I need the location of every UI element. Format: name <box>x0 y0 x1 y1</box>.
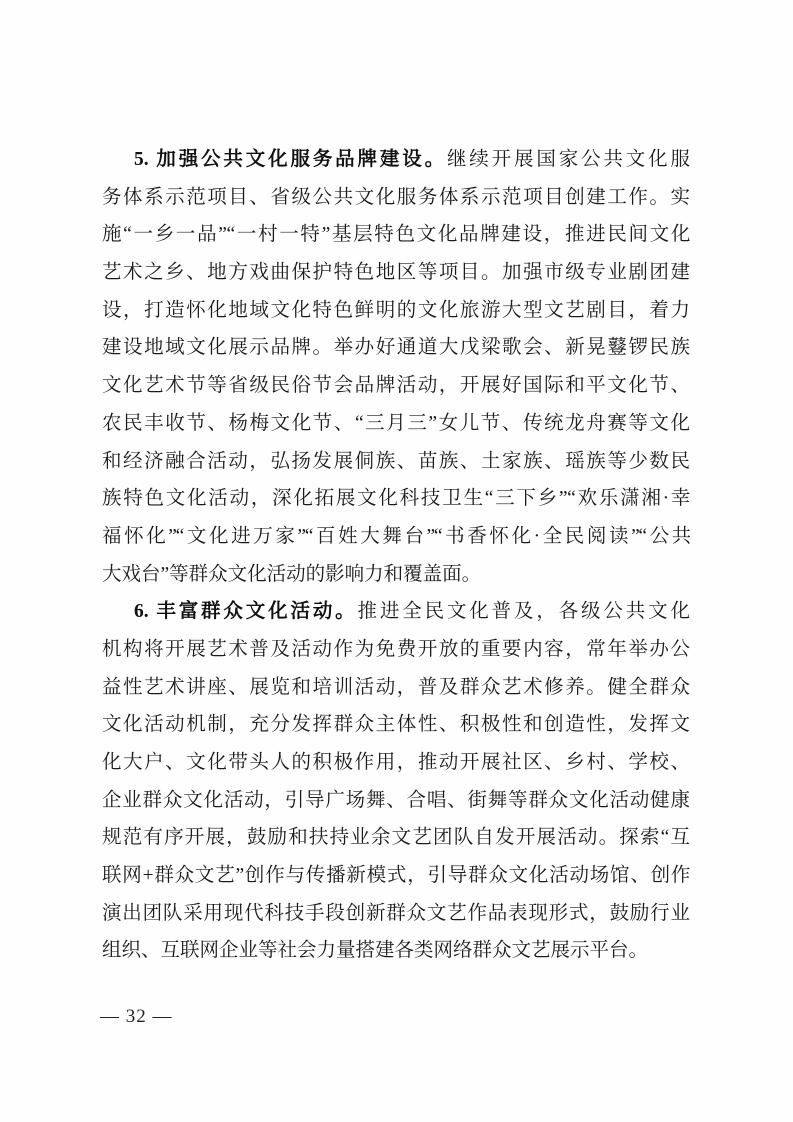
body-text-line: 规范有序开展，鼓励和扶持业余文艺团队自发开展活动。探索“互 <box>102 827 690 849</box>
body-text-line: 农民丰收节、杨梅文化节、“三月三”女儿节、传统龙舟赛等文化 <box>102 412 690 434</box>
page-number: — 32 — <box>100 1006 173 1027</box>
body-text-line: 施“一乡一品”“一村一特”基层特色文化品牌建设，推进民间文化 <box>102 224 690 246</box>
body-text-line: 文化活动机制，充分发挥群众主体性、积极性和创造性，发挥文 <box>102 714 690 736</box>
body-text-line: 务体系示范项目、省级公共文化服务体系示范项目创建工作。实 <box>102 186 690 208</box>
body-text-line: 化大户、文化带头人的积极作用，推动开展社区、乡村、学校、 <box>102 752 690 773</box>
paragraph-5-first-line <box>102 141 690 179</box>
paragraph-5-heading: 5. 加强公共文化服务品牌建设。 <box>134 149 447 170</box>
body-text-line: 设，打造怀化地域文化特色鲜明的文化旅游大型文艺剧目，着力 <box>102 299 690 321</box>
body-text-line: 艺术之乡、地方戏曲保护特色地区等项目。加强市级专业剧团建 <box>102 262 690 284</box>
body-text-line: 文化艺术节等省级民俗节会品牌活动，开展好国际和平文化节、 <box>102 375 690 397</box>
paragraph-5-lead: 继续开展国家公共文化服 <box>446 149 690 170</box>
paragraph-6-lead: 推进全民文化普及，各级公共文化 <box>357 601 690 623</box>
paragraph-6-last-line: 组织、互联网企业等社会力量搭建各类网络群众文艺展示平台。 <box>102 940 649 962</box>
paragraph-5-last-line: 大戏台”等群众文化活动的影响力和覆盖面。 <box>102 563 482 585</box>
body-text-line: 机构将开展艺术普及活动作为免费开放的重要内容，常年举办公 <box>102 638 690 660</box>
paragraph-6-first-line <box>102 593 690 631</box>
body-text-line: 联网+群众文艺”创作与传播新模式，引导群众文化活动场馆、创作 <box>102 865 690 887</box>
body-text-line: 建设地域文化展示品牌。举办好通道大戊梁歌会、新晃鼟锣民族 <box>102 337 690 359</box>
paragraph-6-heading: 6. 丰富群众文化活动。 <box>134 601 358 623</box>
body-text-line: 族特色文化活动，深化拓展文化科技卫生“三下乡”“欢乐潇湘·幸 <box>102 488 690 510</box>
body-text-line: 和经济融合活动，弘扬发展侗族、苗族、土家族、瑶族等少数民 <box>102 450 690 472</box>
body-text-line: 福怀化”“文化进万家”“百姓大舞台”“书香怀化·全民阅读”“公共 <box>102 525 690 547</box>
body-text-line: 演出团队采用现代科技手段创新群众文艺作品表现形式，鼓励行业 <box>102 902 690 924</box>
body-text-line: 益性艺术讲座、展览和培训活动，普及群众艺术修养。健全群众 <box>102 676 690 698</box>
body-text-line: 企业群众文化活动，引导广场舞、合唱、街舞等群众文化活动健康 <box>102 789 690 811</box>
document-body <box>102 141 690 970</box>
